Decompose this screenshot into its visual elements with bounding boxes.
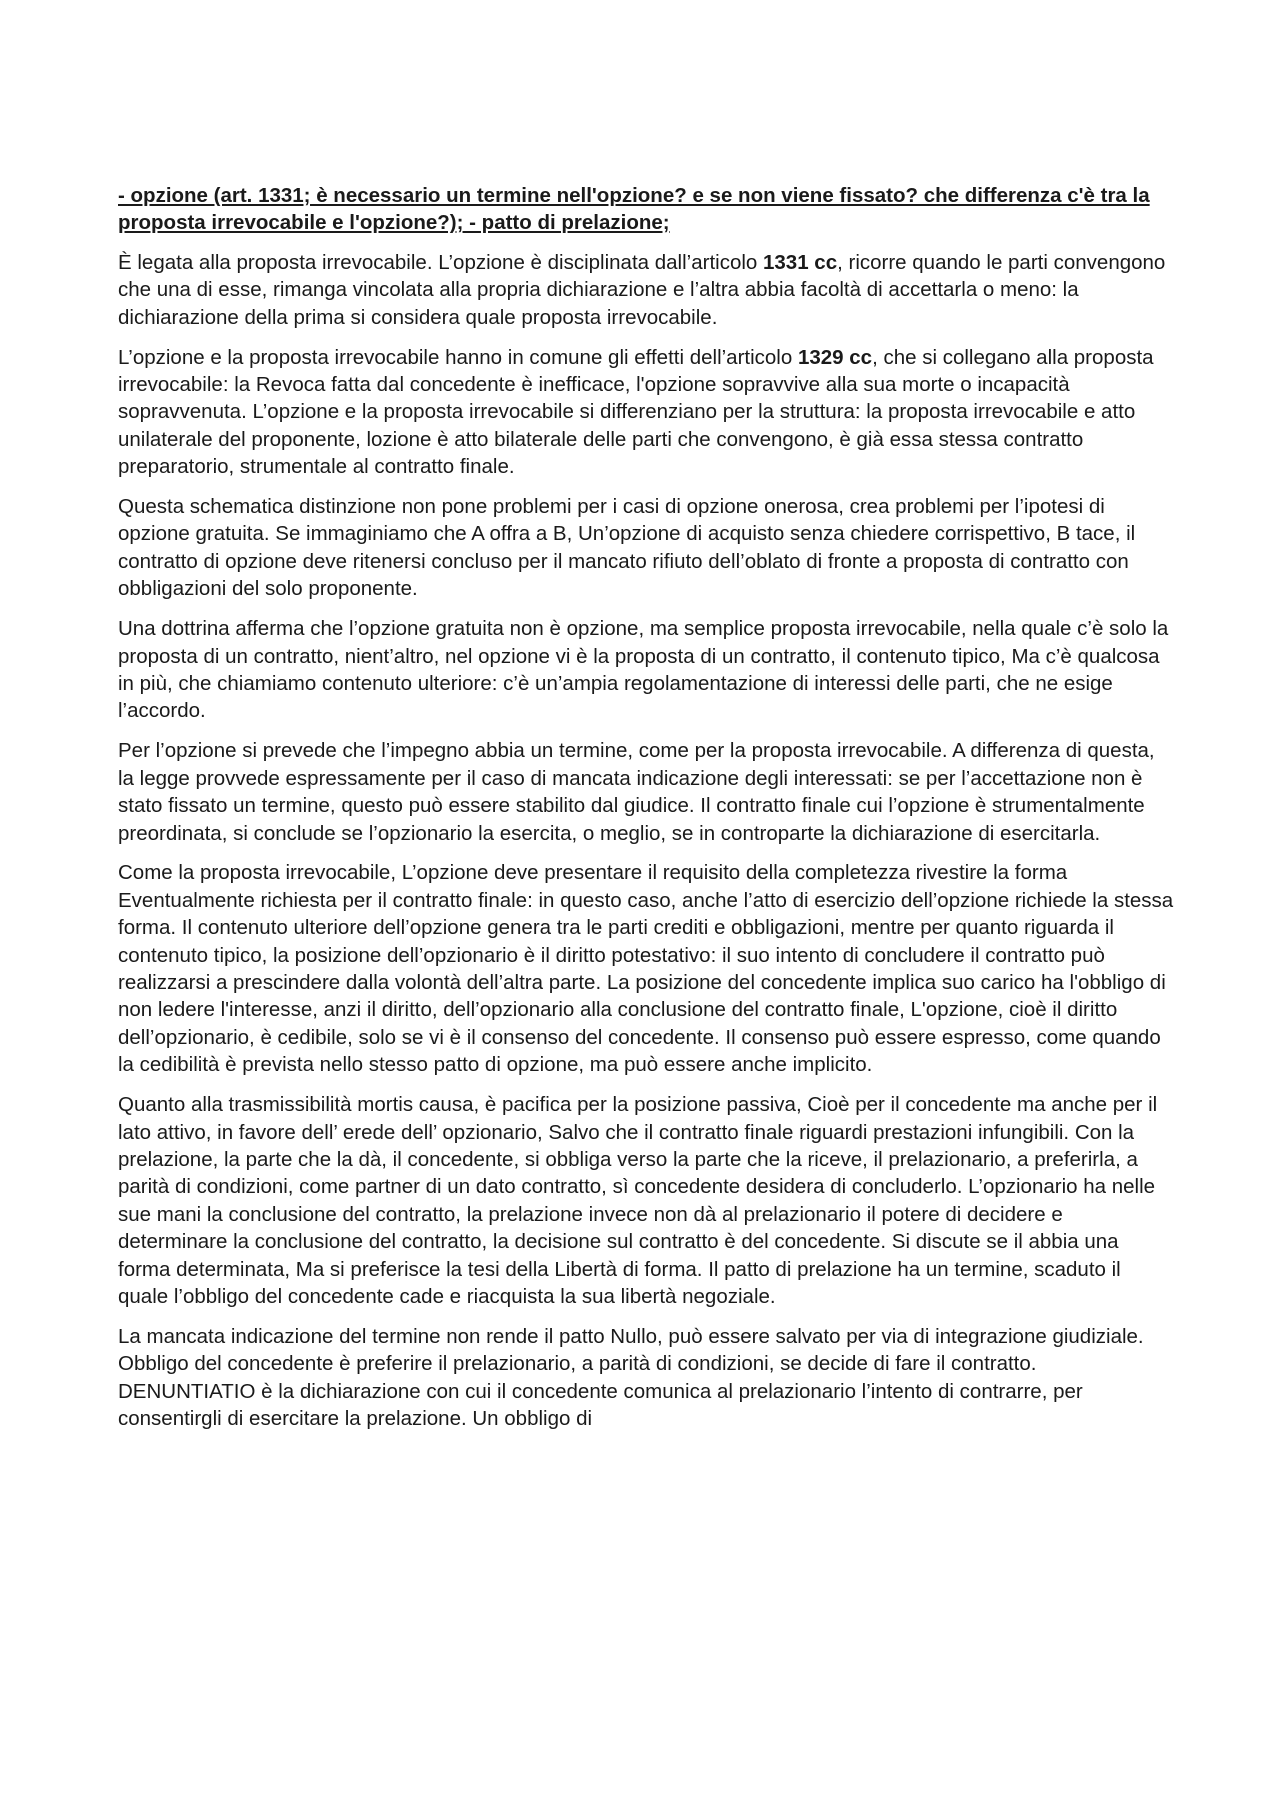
paragraph-2: [118, 344, 1176, 481]
paragraph-8: La mancata indicazione del termine non rende il patto Nullo, può essere salvato per via di integrazione giudiziale. Obbligo del concedente è preferire il prelazionario, a parità di condizioni, se decide di fare il contratto. DENUNTIATIO è la dichiarazione con cui il concedente comunica al prelazionario l’intento di contrarre, per consentirgli di esercitare la prelazione. Un obbligo di: [118, 1324, 1144, 1431]
document-page: [118, 182, 1176, 1445]
paragraph-1-text-b: , ricorre quando le parti convengono che una di esse, rimanga vincolata alla propria dichiarazione e l’altra abbia facoltà di accettarla o meno: la dichiarazione della prima si considera quale proposta irrevocabile.: [118, 250, 1166, 329]
paragraph-6: Come la proposta irrevocabile, L’opzione deve presentare il requisito della completezza rivestire la forma Eventualmente richiesta per il contratto finale: in questo caso, anche l’atto di esercizio dell’opzione richiede la stessa forma. Il contenuto ulteriore dell’opzione genera tra le parti crediti e obbligazioni, mentre per quanto riguarda il contenuto tipico, la posizione dell’opzionario è il diritto potestativo: il suo intento di concludere il contratto può realizzarsi a prescindere dalla volontà dell’altra parte. La posizione del concedente implica suo carico ha l'obbligo di non ledere l'interesse, anzi il diritto, dell’opzionario alla conclusione del contratto finale, L'opzione, cioè il diritto dell’opzionario, è cedibile, solo se vi è il consenso del concedente. Il consenso può essere espresso, come quando la cedibilità è prevista nello stesso patto di opzione, ma può essere anche implicito.: [118, 861, 1174, 1077]
paragraph-2-text-a: L’opzione e la proposta irrevocabile hanno in comune gli effetti dell’articolo: [118, 345, 798, 369]
paragraph-5: Per l’opzione si prevede che l’impegno abbia un termine, come per la proposta irrevocabile. A differenza di questa, la legge provvede espressamente per il caso di mancata indicazione degli interessati: se per l’accettazione non è stato fissato un termine, questo può essere stabilito dal giudice. Il contratto finale cui l’opzione è strumentalmente preordinata, si conclude se l’opzionario la esercita, o meglio, se in controparte la dichiarazione di esercitarla.: [118, 739, 1155, 845]
paragraph-4: Una dottrina afferma che l’opzione gratuita non è opzione, ma semplice proposta irrevocabile, nella quale c’è solo la proposta di un contratto, nient’altro, nel opzione vi è la proposta di un contratto, il contenuto tipico, Ma c’è qualcosa in più, che chiamiamo contenuto ulteriore: c’è un’ampia regolamentazione di interessi delle parti, che ne esige l’accordo.: [118, 617, 1169, 723]
paragraph-2-article-ref: 1329 cc: [797, 345, 873, 369]
paragraph-1-article-ref: 1331 cc: [763, 250, 838, 274]
paragraph-3: Questa schematica distinzione non pone problemi per i casi di opzione onerosa, crea problemi per l’ipotesi di opzione gratuita. Se immaginiamo che A offra a B, Un’opzione di acquisto senza chiedere corrispettivo, B tace, il contratto di opzione deve ritenersi concluso per il mancato rifiuto dell’oblato di fronte a proposta di contratto con obbligazioni del solo proponente.: [118, 495, 1136, 601]
paragraph-2-text-b: , che si collegano alla proposta irrevocabile: la Revoca fatta dal concedente è inefficace, l'opzione sopravvive alla sua morte o incapacità sopravvenuta. L’opzione e la proposta irrevocabile si differenziano per la struttura: la proposta irrevocabile e atto unilaterale del proponente, lozione è atto bilaterale delle parti che convengono, è già essa stessa contratto preparatorio, strumentale al contratto finale.: [118, 345, 1154, 479]
paragraph-7: Quanto alla trasmissibilità mortis causa, è pacifica per la posizione passiva, Cioè per il concedente ma anche per il lato attivo, in favore dell’ erede dell’ opzionario, Salvo che il contratto finale riguardi prestazioni infungibili. Con la prelazione, la parte che la dà, il concedente, si obbliga verso la parte che la riceve, il prelazionario, a preferirla, a parità di condizioni, come partner di un dato contratto, sì concedente desidera di concluderlo. L’opzionario ha nelle sue mani la conclusione del contratto, la prelazione invece non dà al prelazionario il potere di decidere e determinare la conclusione del contratto, la decisione sul contratto è del concedente. Si discute se il abbia una forma determinata, Ma si preferisce la tesi della Libertà di forma. Il patto di prelazione ha un termine, scaduto il quale l’obbligo del concedente cade e riacquista la sua libertà negoziale.: [118, 1093, 1158, 1309]
paragraph-1-text-a: È legata alla proposta irrevocabile. L’opzione è disciplinata dall’articolo: [118, 250, 763, 274]
document-heading: - opzione (art. 1331; è necessario un termine nell'opzione? e se non viene fissato? che differenza c'è tra la proposta irrevocabile e l'opzione?); - patto di prelazione;: [118, 184, 1150, 235]
paragraph-1: [118, 249, 1176, 331]
